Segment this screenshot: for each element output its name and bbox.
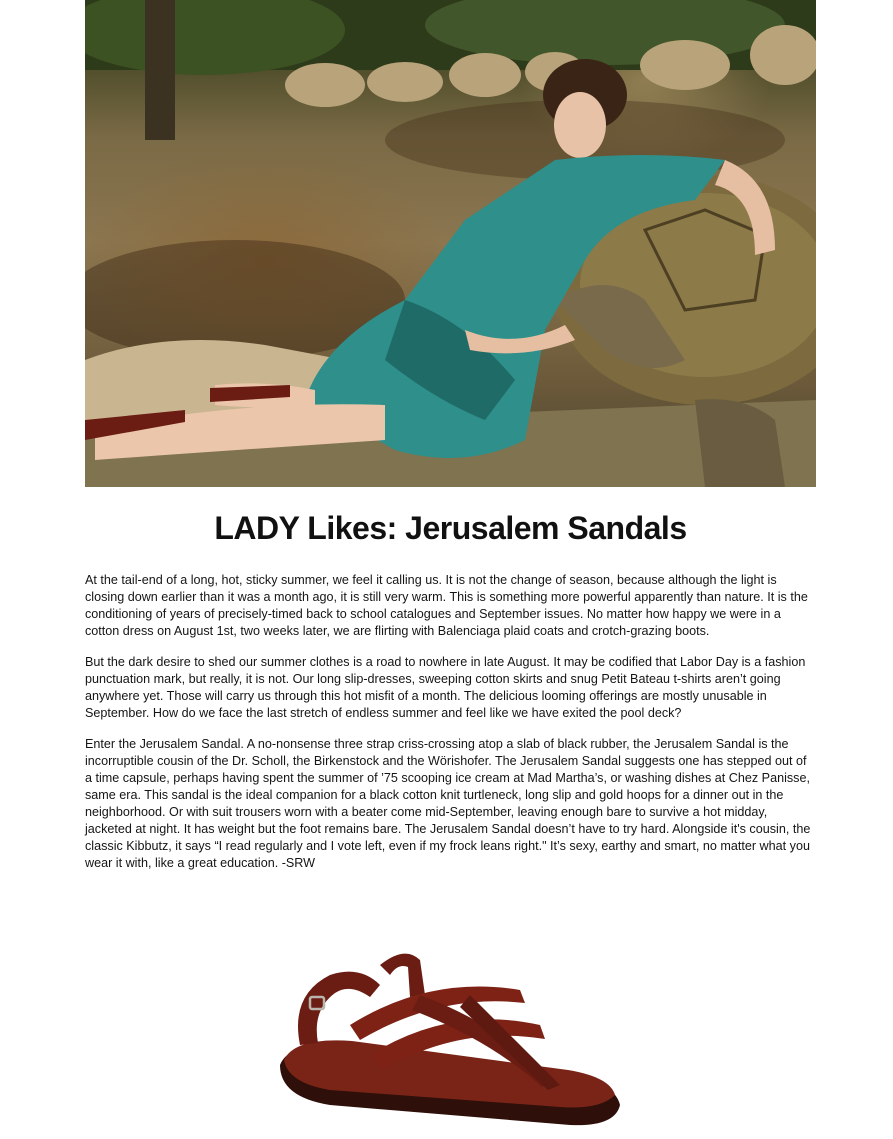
article-title: LADY Likes: Jerusalem Sandals	[214, 510, 687, 546]
article-paragraph: But the dark desire to shed our summer clothes is a road to nowhere in late August. It may be codified that Labor Day is a fashion punctuation mark, but really, it is not. Our long slip-dresses, sweeping cotton skirts and snug Petit Bateau t-shirts aren’t going anywhere yet. Those will carry us through this hot misfit of a month. The delicious looming offerings are mostly unusable in September. How do we face the last stretch of endless summer and feel like we have exited the pool deck?	[85, 655, 806, 720]
face	[554, 92, 606, 158]
sandal-product-image	[270, 935, 630, 1134]
article-body	[85, 572, 816, 886]
article-paragraph: Enter the Jerusalem Sandal. A no-nonsense three strap criss-crossing atop a slab of black rubber, the Jerusalem Sandal is the incorruptible cousin of the Dr. Scholl, the Birkenstock and the Wörishofer. The Jerusalem Sandal suggests one has stepped out of a time capsule, perhaps having spent the summer of ’75 scooping ice cream at Mad Martha’s, or washing dishes at Chez Panisse, same era. This sandal is the ideal companion for a black cotton knit turtleneck, long slip and gold hoops for a dinner out in the neighborhood. Or with suit trousers worn with a beater come mid-September, leaving enough bare to survive a hot midday, jacketed at night. It has weight but the foot remains bare. The Jerusalem Sandal doesn’t have to try hard. Alongside it's cousin, the classic Kibbutz, it says “I read regularly and I vote left, even if my frock leans right." It’s sexy, earthy and smart, no matter what you wear it with, like a great education. -SRW	[85, 737, 811, 870]
toe-loop	[380, 954, 425, 997]
tree-trunk	[145, 0, 175, 140]
article-paragraph: At the tail-end of a long, hot, sticky summer, we feel it calling us. It is not the change of season, because although the light is closing down earlier than it was a month ago, it is still very warm. This is something more powerful apparently than nature. It is the conditioning of years of precisely-timed back to school catalogues and September issues. No matter how happy we were in a cotton dress on August 1st, two weeks later, we are flirting with Balenciaga plaid coats and crotch-grazing boots.	[85, 573, 808, 638]
sandal-illustration	[270, 935, 630, 1134]
hero-photo	[85, 0, 816, 487]
hero-photo-illustration	[85, 0, 816, 487]
